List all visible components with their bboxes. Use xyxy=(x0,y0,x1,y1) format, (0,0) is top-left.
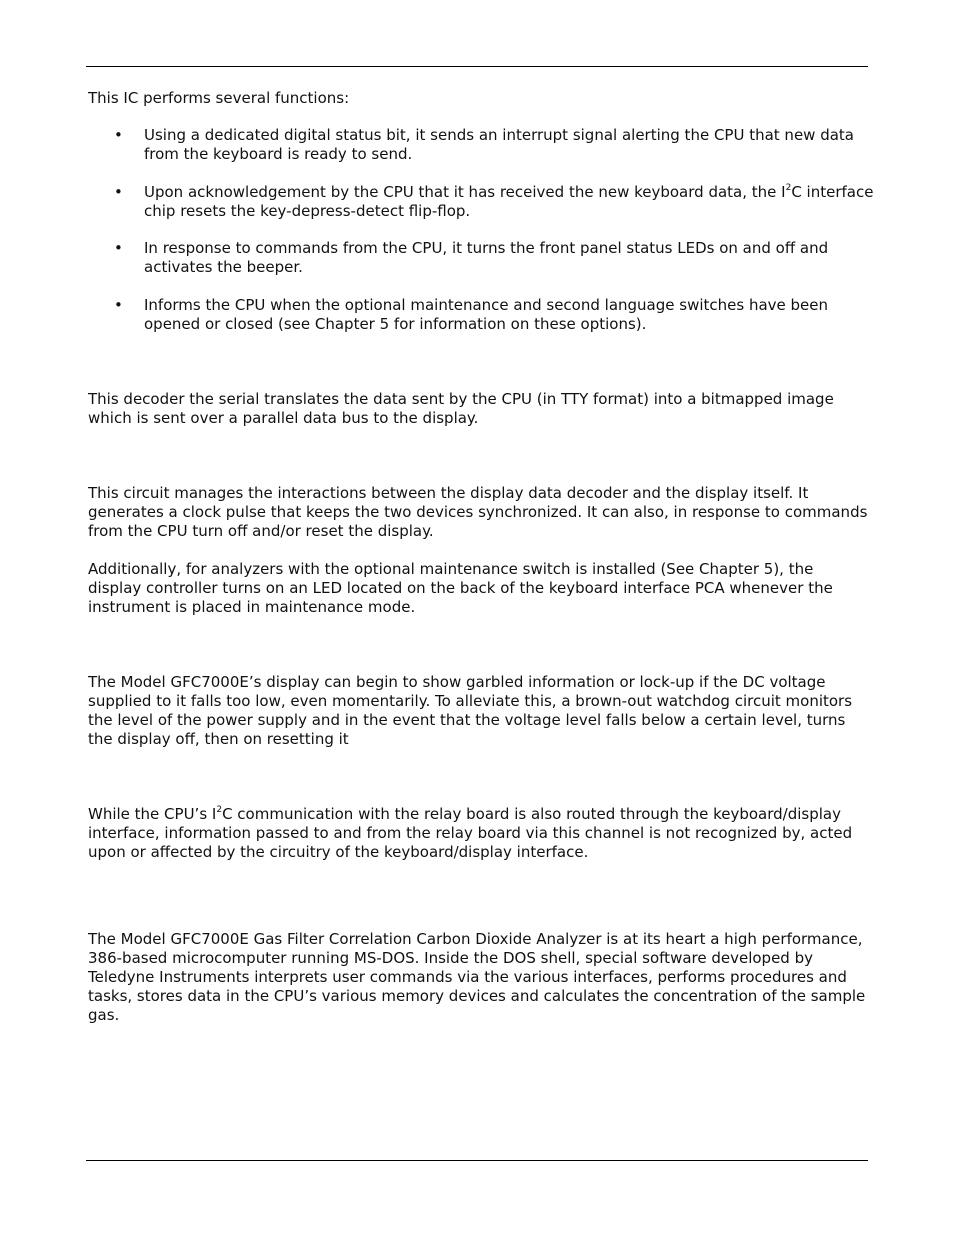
controller-paragraph: This circuit manages the interactions between the display data decoder and the display itself. It generates a clock pulse that keeps the two devices synchronized. It can also, in response to commands from the CPU turn off and/or reset the display. xyxy=(88,484,868,540)
footer-rule xyxy=(86,1160,868,1161)
header-rule xyxy=(86,66,868,67)
cpu-paragraph: The Model GFC7000E Gas Filter Correlation Carbon Dioxide Analyzer is at its heart a high performance, 386-based microcomputer running MS-DOS. Inside the DOS shell, special software developed by Teledyne Instruments interprets user commands via the various interfaces, performs procedures and tasks, stores data in the CPU’s various memory devices and calculates the concentration of the sample gas. xyxy=(88,930,866,1024)
bullet-icon: • xyxy=(114,296,123,314)
bullet-icon: • xyxy=(114,126,123,144)
bullet-icon: • xyxy=(114,239,123,257)
list-item-text: Using a dedicated digital status bit, it sends an interrupt signal alerting the CPU that new data from the keyboard is ready to send. xyxy=(144,126,854,163)
intro-text: This IC performs several functions: xyxy=(88,89,350,107)
watchdog-paragraph: The Model GFC7000E’s display can begin to show garbled information or lock-up if the DC voltage supplied to it falls too low, even momentarily. To alleviate this, a brown-out watchdog circuit monitors the level of the power supply and in the event that the voltage level falls below a certain level, turns the display off, then on resetting it xyxy=(88,673,853,748)
maintenance-paragraph: Additionally, for analyzers with the optional maintenance switch is installed (See Chapter 5), the display controller turns on an LED located on the back of the keyboard interface PCA whenever the instrument is placed in maintenance mode. xyxy=(88,560,833,616)
bullet-icon: • xyxy=(114,183,123,201)
list-item-text: Upon acknowledgement by the CPU that it has received the new keyboard data, the $I^2C$ interface chip resets the key-depress-detect flip-flop. xyxy=(144,183,874,220)
decoder-paragraph: This decoder the serial translates the data sent by the CPU (in TTY format) into a bitmapped image which is sent over a parallel data bus to the display. xyxy=(88,390,834,427)
list-item-text: In response to commands from the CPU, it turns the front panel status LEDs on and off and activates the beeper. xyxy=(144,239,829,276)
i2c-paragraph: While the CPU’s $I^2C$ communication with the relay board is also routed through the keyboard/display interface, information passed to and from the relay board via this channel is not recognized by, acted upon or affected by the circuitry of the keyboard/display interface. xyxy=(88,805,853,861)
list-item-text: Informs the CPU when the optional maintenance and second language switches have been opened or closed (see Chapter 5 for information on these options). xyxy=(144,296,829,333)
